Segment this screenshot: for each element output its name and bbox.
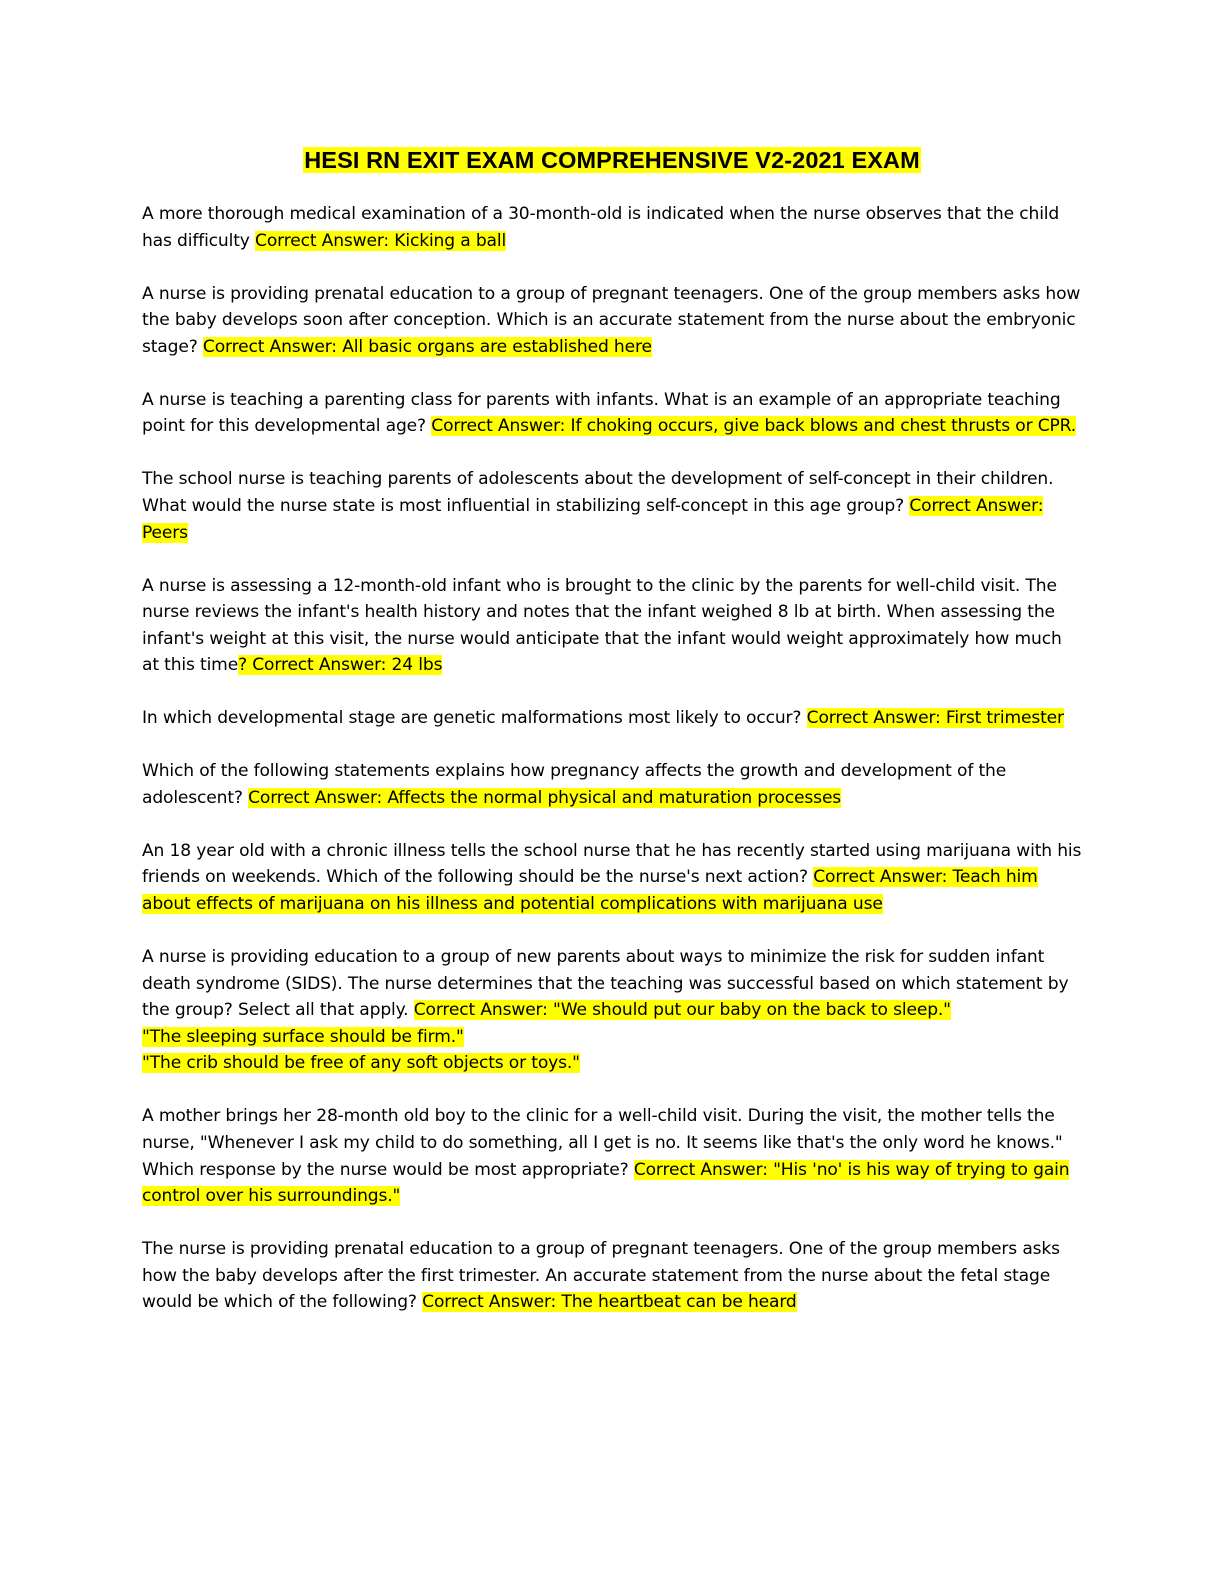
question-item bbox=[142, 573, 1082, 679]
question-text: Which of the following statements explains how pregnancy affects the growth and development of the adolescent? bbox=[142, 761, 1007, 808]
question-item bbox=[142, 1103, 1082, 1209]
question-text: In which developmental stage are genetic malformations most likely to occur? bbox=[142, 708, 802, 729]
question-text: The school nurse is teaching parents of adolescents about the development of self-concept in their children. What would the nurse state is most influential in stabilizing self-concept in this age group? bbox=[142, 469, 1054, 516]
correct-answer: Correct Answer: The heartbeat can be heard bbox=[422, 1292, 797, 1313]
correct-answer: Correct Answer: Affects the normal physical and maturation processes bbox=[248, 787, 842, 808]
question-text: A nurse is teaching a parenting class for parents with infants. What is an example of an appropriate teaching point for this developmental age? bbox=[142, 389, 1061, 437]
correct-answer: Correct Answer: Kicking a ball bbox=[255, 230, 507, 251]
answer-option-line bbox=[142, 1050, 1082, 1077]
correct-answer: Correct Answer: First trimester bbox=[806, 708, 1064, 729]
correct-answer: Correct Answer: "His 'no' is his way of trying to gain control over his surroundings." bbox=[142, 1159, 1070, 1207]
correct-answer: ? Correct Answer: 24 lbs bbox=[238, 655, 443, 676]
question-item bbox=[142, 838, 1082, 918]
question-item bbox=[142, 758, 1082, 811]
answer-option: "The sleeping surface should be firm." bbox=[142, 1026, 464, 1047]
question-item bbox=[142, 281, 1082, 361]
question-text: The nurse is providing prenatal education to a group of pregnant teenagers. One of the group members asks how the baby develops after the first trimester. An accurate statement from the nurse about the fetal stage would be which of the following? bbox=[142, 1239, 1060, 1313]
question-text: A nurse is assessing a 12-month-old infant who is brought to the clinic by the parents for well-child visit. The nurse reviews the infant's health history and notes that the infant weighed 8 lb at birth. When assessing the infant's weight at this visit, the nurse would anticipate that the infant would weight approximately how much at this time bbox=[142, 575, 1062, 676]
question-item bbox=[142, 387, 1082, 440]
correct-answer: Correct Answer: Teach him about effects of marijuana on his illness and potential complications with marijuana use bbox=[142, 867, 1038, 915]
question-item bbox=[142, 466, 1082, 546]
question-text: A mother brings her 28-month old boy to the clinic for a well-child visit. During the visit, the mother tells the nurse, "Whenever I ask my child to do something, all I get is no. It seems like that's the only word he knows." Which response by the nurse would be most appropriate? bbox=[142, 1106, 1063, 1180]
question-text: A nurse is providing prenatal education to a group of pregnant teenagers. One of the group members asks how the baby develops soon after conception. Which is an accurate statement from the nurse about the embryonic stage? bbox=[142, 283, 1081, 357]
question-text: An 18 year old with a chronic illness tells the school nurse that he has recently started using marijuana with his friends on weekends. Which of the following should be the nurse's next action? bbox=[142, 840, 1082, 888]
question-text: A more thorough medical examination of a 30-month-old is indicated when the nurse observes that the child has difficulty bbox=[142, 204, 1060, 251]
question-item bbox=[142, 705, 1082, 732]
answer-option-line bbox=[142, 1024, 1082, 1051]
correct-answer: Correct Answer: If choking occurs, give back blows and chest thrusts or CPR. bbox=[431, 416, 1077, 437]
answer-option: "The crib should be free of any soft objects or toys." bbox=[142, 1053, 580, 1074]
question-item bbox=[142, 1236, 1082, 1316]
correct-answer: Correct Answer: "We should put our baby on the back to sleep." bbox=[413, 1000, 951, 1021]
question-item bbox=[142, 944, 1082, 1077]
question-text: A nurse is providing education to a group of new parents about ways to minimize the risk for sudden infant death syndrome (SIDS). The nurse determines that the teaching was successful based on which statement by the group? Select all that apply. bbox=[142, 947, 1069, 1021]
title-container bbox=[142, 146, 1082, 174]
correct-answer: Correct Answer: All basic organs are established here bbox=[202, 336, 652, 357]
question-item bbox=[142, 201, 1082, 254]
question-list bbox=[142, 201, 1082, 1342]
document-title: HESI RN EXIT EXAM COMPREHENSIVE V2-2021 EXAM bbox=[304, 147, 920, 173]
correct-answer: Correct Answer: Peers bbox=[142, 495, 1044, 543]
